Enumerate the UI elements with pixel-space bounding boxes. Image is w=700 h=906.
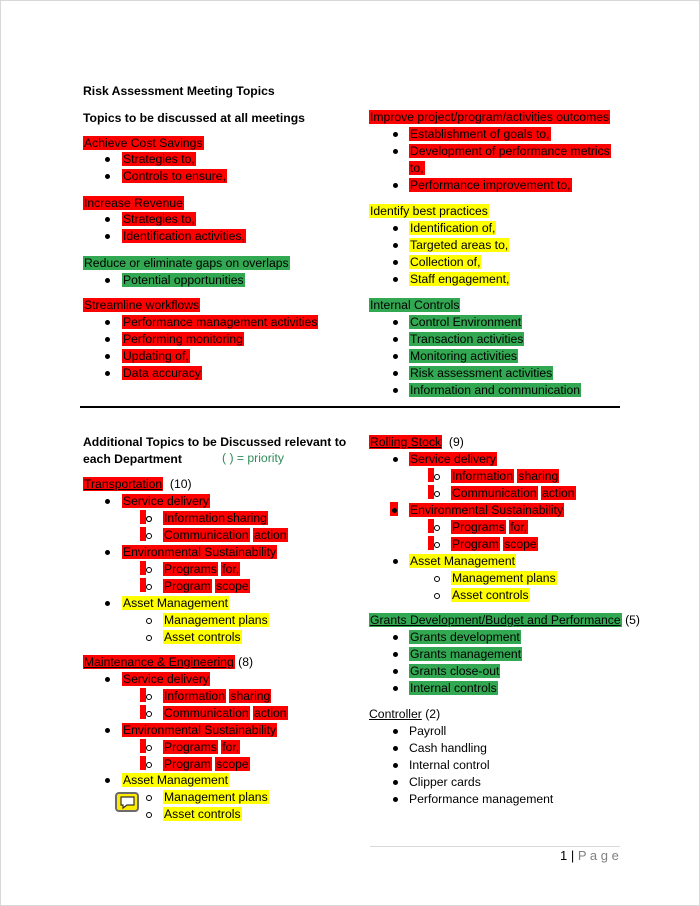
bullet [393, 763, 398, 768]
sub-bullet [434, 576, 440, 582]
sub-bullet [146, 795, 152, 801]
dept-heading-maintenance: Maintenance & Engineering (8) [84, 655, 254, 669]
bullet [393, 635, 398, 640]
sub-list-item: Information sharing [164, 689, 271, 703]
list-item: Risk assessment activities [410, 366, 553, 380]
sub-bullet [434, 593, 440, 599]
list-item: Environmental Sustainability [123, 723, 277, 737]
sub-list-item: Asset controls [452, 588, 529, 602]
sub-list-item: Information sharing [164, 511, 267, 525]
sub-list-item: Asset controls [164, 630, 241, 644]
highlight-gap [428, 468, 434, 482]
bullet [105, 371, 110, 376]
list-item: Data accuracy [123, 366, 201, 380]
bullet [393, 260, 398, 265]
sub-bullet [146, 516, 152, 522]
bullet [393, 243, 398, 248]
list-item: Cash handling [409, 741, 487, 755]
bullet [393, 354, 398, 359]
highlight-gap [428, 485, 434, 499]
sub-list-item: Communication action [452, 486, 575, 500]
bullet [393, 337, 398, 342]
section-heading: Reduce or eliminate gaps on overlaps [84, 256, 289, 270]
bullet [393, 686, 398, 691]
sub-bullet [146, 812, 152, 818]
bullet [393, 669, 398, 674]
bullet [393, 149, 398, 154]
highlight-gap [140, 578, 146, 592]
highlight-gap [140, 510, 146, 524]
list-item-continued: to, [410, 161, 424, 175]
all-meetings-heading: Topics to be discussed at all meetings [83, 111, 305, 125]
bullet [105, 550, 110, 555]
list-item: Asset Management [123, 596, 229, 610]
list-item: Internal control [409, 758, 490, 772]
sub-bullet [146, 533, 152, 539]
list-item: Monitoring activities [410, 349, 518, 363]
bullet [105, 320, 110, 325]
page-title: Risk Assessment Meeting Topics [83, 84, 275, 98]
list-item: Updating of, [123, 349, 189, 363]
sub-bullet [146, 567, 152, 573]
list-item: Identification of, [410, 221, 496, 235]
page-footer [560, 848, 619, 864]
bullet [393, 457, 398, 462]
list-item: Grants development [410, 630, 520, 644]
bullet [105, 499, 110, 504]
sub-list-item: Information sharing [452, 469, 559, 483]
list-item: Asset Management [123, 773, 229, 787]
bullet [393, 388, 398, 393]
bullet [393, 746, 398, 751]
highlight-gap [140, 739, 146, 753]
sub-bullet [146, 745, 152, 751]
list-item: Internal controls [410, 681, 497, 695]
list-item: Information and communication [410, 383, 581, 397]
sub-bullet [146, 584, 152, 590]
section-heading: Streamline workflows [84, 298, 200, 312]
sub-bullet [434, 525, 440, 531]
priority-note: ( ) = priority [222, 451, 284, 465]
list-item: Environmental Sustainability [123, 545, 277, 559]
list-item: Performance management activities [123, 315, 318, 329]
list-item: Service delivery [123, 672, 210, 686]
bullet [105, 778, 110, 783]
sub-list-item: Programs for, [164, 562, 240, 576]
sub-list-item: Program scope [164, 757, 249, 771]
sub-bullet [146, 762, 152, 768]
list-item: Service delivery [123, 494, 210, 508]
bullet [393, 226, 398, 231]
dept-heading-grants: Grants Development/Budget and Performance (5) [370, 613, 640, 627]
list-item: Payroll [409, 724, 447, 738]
sub-bullet [146, 694, 152, 700]
bullet [393, 132, 398, 137]
bullet [393, 652, 398, 657]
bullet [393, 277, 398, 282]
bullet [393, 320, 398, 325]
sub-bullet [146, 618, 152, 624]
sub-bullet [434, 474, 440, 480]
section-heading: Internal Controls [370, 298, 460, 312]
highlight-gap [140, 756, 146, 770]
sub-bullet [146, 635, 152, 641]
sub-list-item: Programs for, [164, 740, 240, 754]
bullet [393, 729, 398, 734]
sub-list-item: Program scope [164, 579, 249, 593]
bullet [105, 157, 110, 162]
list-item: Strategies to, [123, 212, 195, 226]
sub-list-item: Programs for, [452, 520, 528, 534]
bullet [393, 183, 398, 188]
sub-list-item: Communication action [164, 528, 287, 542]
section-heading: Increase Revenue [84, 196, 183, 210]
bullet [393, 371, 398, 376]
list-item: Establishment of goals to, [410, 127, 550, 141]
list-item: Potential opportunities [123, 273, 244, 287]
additional-heading-cont: each Department [83, 452, 182, 466]
bullet [105, 278, 110, 283]
list-item: Staff engagement, [410, 272, 510, 286]
highlight-gap [140, 688, 146, 702]
dept-heading-rolling-stock: Rolling Stock (9) [370, 435, 464, 449]
sub-list-item: Management plans [164, 613, 268, 627]
bullet [105, 174, 110, 179]
list-item: Strategies to, [123, 152, 195, 166]
bullet [392, 508, 397, 513]
highlight-gap [428, 536, 434, 550]
sub-list-item: Communication action [164, 706, 287, 720]
bullet [105, 234, 110, 239]
bullet [105, 354, 110, 359]
list-item: Identification activities, [123, 229, 245, 243]
bullet [393, 780, 398, 785]
list-item: Control Environment [410, 315, 522, 329]
sub-bullet [434, 491, 440, 497]
section-divider [80, 406, 620, 408]
highlight-gap [140, 527, 146, 541]
sub-list-item: Management plans [452, 571, 556, 585]
sub-bullet [434, 542, 440, 548]
bullet [105, 217, 110, 222]
highlight-gap [140, 705, 146, 719]
highlight-gap [428, 519, 434, 533]
dept-heading-controller: Controller (2) [369, 707, 441, 721]
additional-heading: Additional Topics to be Discussed relevant to [83, 435, 347, 449]
bullet [105, 677, 110, 682]
comment-bubble-icon [119, 795, 136, 810]
section-heading: Identify best practices [370, 204, 488, 218]
bullet [105, 728, 110, 733]
list-item: Targeted areas to, [410, 238, 509, 252]
list-item: Environmental Sustainability [410, 503, 564, 517]
bullet [393, 797, 398, 802]
page-label: P a g e [577, 848, 619, 863]
list-item: Clipper cards [409, 775, 481, 789]
highlight-gap [140, 561, 146, 575]
page-separator: | [570, 848, 575, 863]
list-item: Performance management [409, 792, 554, 806]
sub-list-item: Program scope [452, 537, 537, 551]
sub-bullet [146, 711, 152, 717]
sub-list-item: Asset controls [164, 807, 241, 821]
list-item: Grants close-out [410, 664, 500, 678]
page-number: 1 [560, 848, 568, 863]
footer-rule [370, 846, 620, 847]
sub-list-item: Management plans [164, 790, 268, 804]
bullet [105, 601, 110, 606]
list-item: Controls to ensure, [123, 169, 226, 183]
list-item: Asset Management [410, 554, 516, 568]
list-item: Development of performance metrics [410, 144, 610, 158]
list-item: Service delivery [410, 452, 497, 466]
list-item: Performance improvement to, [410, 178, 571, 192]
bullet [105, 337, 110, 342]
dept-heading-transportation: Transportation (10) [84, 477, 192, 491]
list-item: Collection of, [410, 255, 481, 269]
list-item: Grants management [410, 647, 522, 661]
section-heading: Achieve Cost Savings [84, 136, 203, 150]
comment-icon[interactable] [115, 792, 139, 812]
section-heading: Improve project/program/activities outcomes [370, 110, 610, 124]
list-item: Performing monitoring [123, 332, 243, 346]
list-item: Transaction activities [410, 332, 524, 346]
bullet [393, 559, 398, 564]
